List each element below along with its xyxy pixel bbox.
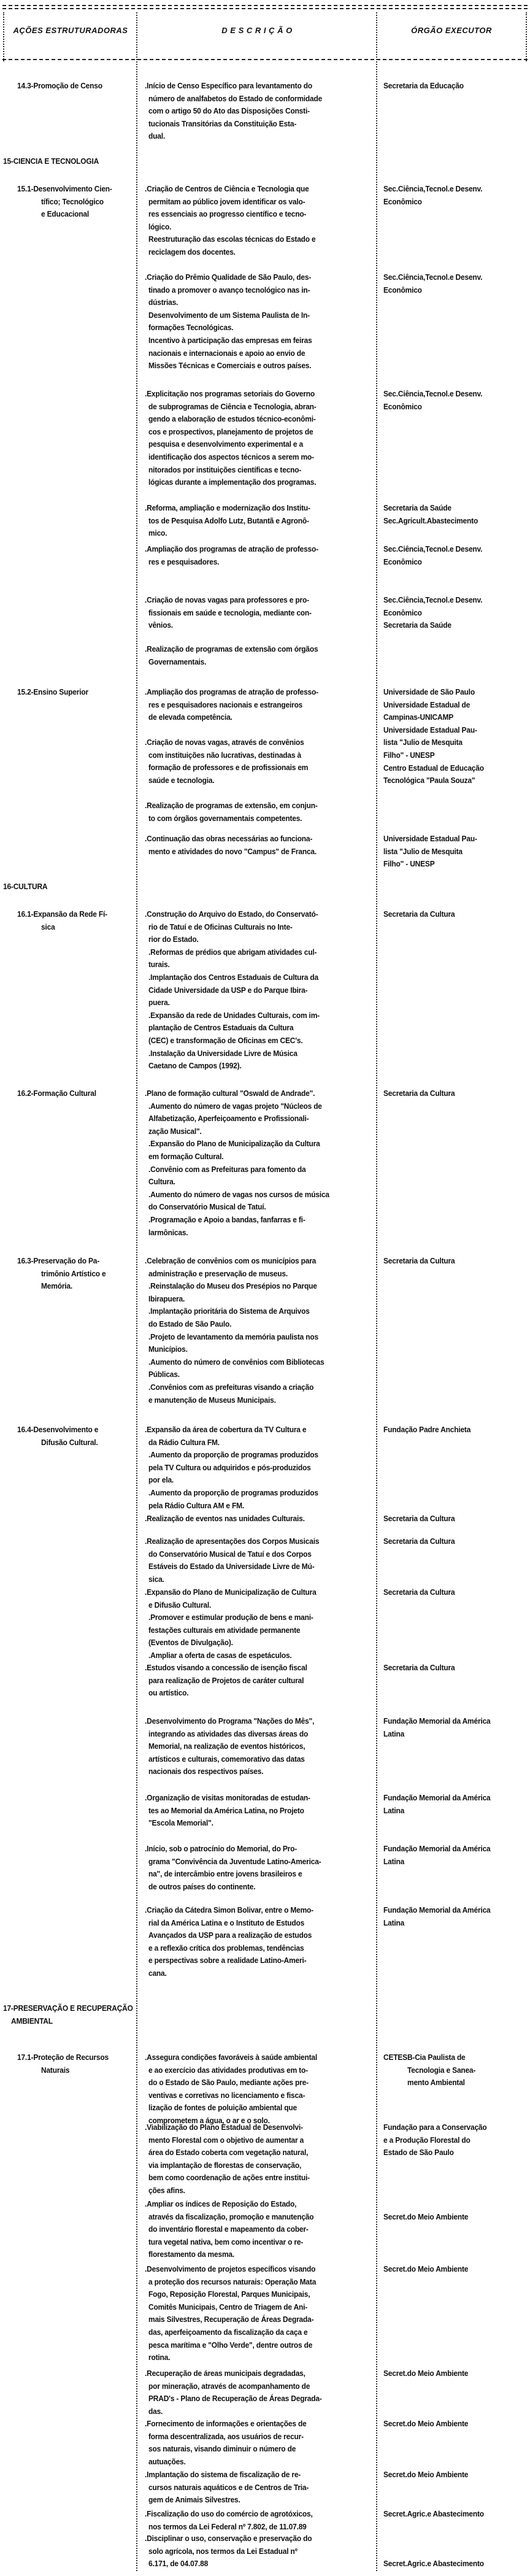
header-right-border — [526, 12, 527, 61]
description-line: .Explicitação nos programas setoriais do Governo — [145, 389, 315, 398]
column-header-actions: AÇÕES ESTRUTURADORAS — [13, 26, 128, 35]
description-line: na", de intercâmbio entre jovens brasileiros e — [148, 1869, 302, 1879]
description-line: cursos naturais aquáticos e de Centros de Tria- — [148, 2482, 309, 2492]
description-line: Missões Técnicas e Comerciais e outros países. — [148, 361, 312, 371]
executor-line: lista "Julio de Mesquita — [383, 738, 463, 747]
description-line: em formação Cultural. — [148, 1152, 224, 1161]
description-line: sos naturais, visando diminuir o número de — [148, 2444, 296, 2454]
executor-line: Sec.Ciência,Tecnol.e Desenv. — [383, 389, 483, 398]
description-line: por ela. — [148, 1475, 174, 1485]
description-line: tucionais Transitórias da Constituição Esta- — [148, 118, 297, 128]
description-line: nitorados por instituições científicas e tecno- — [148, 465, 302, 474]
description-line: .Organização de visitas monitoradas de estudan- — [145, 1793, 310, 1802]
description-line: Desenvolvimento de um Sistema Paulista de In- — [148, 310, 310, 320]
description-line: cana. — [148, 1969, 167, 1978]
executor-line: Sec.Ciência,Tecnol.e Desenv. — [383, 544, 483, 553]
description-line: .Aumento do número de vagas nos cursos de música — [148, 1189, 329, 1199]
description-line: .Projeto de levantamento da memória paulista nos — [148, 1332, 318, 1341]
description-line: mento Florestal com o objetivo de aumentar a — [148, 2135, 304, 2145]
description-line: res essenciais ao progresso científico e tecno- — [148, 209, 307, 219]
description-line: (CEC) e transformação de Oficinas em CEC's. — [148, 1036, 303, 1045]
description-line: integrando as atividades das diversas áreas do — [148, 1729, 309, 1738]
description-line: ventivas e corretivas no licenciamento e fisca- — [148, 2090, 305, 2100]
description-line: administração e preservação de museus. — [148, 1268, 288, 1278]
description-line: dústrias. — [148, 298, 179, 307]
top-rule — [2, 5, 528, 6]
description-line: pesca marítima e "Olho Verde", dentre outros de — [148, 2340, 313, 2350]
executor-line: Fundação para a Conservação — [383, 2123, 487, 2132]
executor-line: Secret.Agric.e Abastecimento — [383, 2559, 484, 2569]
description-line: larmônicas. — [148, 1227, 188, 1237]
description-line: e perspectivas sobre a realidade Latino-Ameri- — [148, 1956, 307, 1965]
executor-line: Secret.do Meio Ambiente — [383, 2212, 469, 2221]
description-line: .Programação e Apoio a bandas, fanfarras e fi- — [148, 1215, 305, 1224]
description-line: Avançados da USP para a realização de estudos — [148, 1930, 312, 1940]
executor-line: Filho" - UNESP — [383, 750, 435, 760]
executor-line: Fundação Memorial da América — [383, 1716, 491, 1726]
description-line: gendo a elaboração de estudos técnico-econômi- — [148, 414, 316, 424]
description-line: rio de Tatuí e de Oficinas Culturais no Inte- — [148, 922, 293, 931]
description-line: .Promover e estimular produção de bens e mani- — [148, 1613, 313, 1622]
description-line: pela TV Cultura ou adquiridos e pós-produzidos — [148, 1462, 311, 1472]
executor-line: e a Produção Florestal do — [383, 2135, 470, 2145]
description-line: bem como coordenação de ações entre institui- — [148, 2173, 310, 2183]
description-line: e ao exercício das atividades produtivas em to- — [148, 2065, 308, 2075]
description-line: mico. — [148, 528, 167, 538]
description-line: to com órgãos governamentais competentes. — [148, 813, 302, 823]
description-line: com o artigo 50 do Ato das Disposições Consti- — [148, 106, 310, 116]
executor-line: Sec.Ciência,Tecnol.e Desenv. — [383, 272, 483, 282]
description-line: .Início, sob o patrocínio do Memorial, do Pro- — [145, 1844, 298, 1853]
description-line: cos e prospectivos, planejamento de projetos de — [148, 426, 313, 436]
executor-line: Econômico — [383, 401, 422, 411]
action-label: 15.1-Desenvolvimento Cien- — [17, 184, 112, 193]
description-line: 6.171, de 04.07.88 — [148, 2559, 209, 2569]
description-line: lógico. — [148, 222, 172, 231]
executor-line: Secretaria da Cultura — [383, 1663, 455, 1672]
description-line: tes ao Memorial da América Latina, no Projeto — [148, 1805, 304, 1815]
description-line: .Aumento da proporção de programas produzidos — [148, 1488, 318, 1497]
description-line: pesquisa e desenvolvimento experimental e a — [148, 439, 303, 449]
description-line: .Início de Censo Específico para levantamento do — [145, 81, 312, 90]
description-line: formações Tecnológicas. — [148, 323, 234, 333]
description-line: .Instalação da Universidade Livre de Música — [148, 1048, 298, 1058]
description-line: plantação de Centros Estaduais da Cultura — [148, 1023, 294, 1033]
description-line: de subprogramas de Ciência e Tecnologia, abran- — [148, 401, 317, 411]
executor-line: Secretaria da Cultura — [383, 1514, 455, 1523]
description-line: Caetano de Campos (1992). — [148, 1061, 242, 1071]
executor-line: Secret.do Meio Ambiente — [383, 2470, 469, 2479]
description-line: rotina. — [148, 2353, 171, 2362]
executor-line: Secretaria da Cultura — [383, 1587, 455, 1597]
description-line: .Expansão da área de cobertura da TV Cultura e — [145, 1425, 307, 1434]
description-line: lização de fontes de poluição ambiental que — [148, 2103, 297, 2113]
description-line: Alfabetização, Aperfeiçoamento e Profissionali- — [148, 1114, 309, 1124]
executor-line: Latina — [383, 1918, 405, 1927]
action-label: e Educacional — [41, 209, 90, 219]
action-label: tífico; Tecnológico — [41, 196, 104, 206]
executor-line: Filho" - UNESP — [383, 859, 435, 869]
description-line: turais. — [148, 960, 170, 970]
description-line: mais Silvestres, Recuperação de Áreas Degrada- — [148, 2315, 314, 2324]
top-rule-double — [2, 8, 528, 9]
description-line: .Desenvolvimento do Programa "Nações do Mês", — [145, 1716, 315, 1726]
description-line: Incentivo à participação das empresas em feiras — [148, 336, 312, 345]
executor-line: Econômico — [383, 557, 422, 566]
description-line: .Realização de apresentações dos Corpos Musicais — [145, 1537, 320, 1546]
description-line: res e pesquisadores nacionais e estrangeiros — [148, 700, 303, 709]
description-line: .Expansão do Plano de Municipalização de Cultura — [145, 1587, 317, 1597]
action-label: Naturais — [41, 2065, 70, 2075]
column-header-description: D E S C R I Ç Ã O — [221, 26, 293, 35]
action-label: trimônio Artístico e — [41, 1268, 106, 1278]
description-line: .Criação do Prêmio Qualidade de São Paulo, des- — [145, 272, 312, 282]
description-line: .Realização de programas de extensão, em conjun- — [145, 801, 318, 810]
description-line: solo agrícola, nos termos da Lei Estadual nº — [148, 2546, 298, 2556]
description-line: ou artístico. — [148, 1688, 189, 1698]
description-line: da Rádio Cultura FM. — [148, 1437, 220, 1447]
action-label: Memória. — [41, 1281, 73, 1291]
description-line: número de analfabetos do Estado de conformidade — [148, 93, 323, 103]
description-line: .Ampliação dos programas de atração de professo- — [145, 687, 318, 696]
description-line: .Ampliar a oferta de casas de espetáculos. — [148, 1651, 292, 1660]
description-line: .Realização de programas de extensão com órgãos — [145, 644, 318, 654]
description-line: nos termos da Lei Federal nº 7.802, de 11.07.89 — [148, 2521, 307, 2531]
executor-line: Centro Estadual de Educação — [383, 763, 484, 773]
executor-line: Estado de São Paulo — [383, 2148, 454, 2158]
column-divider-right — [376, 12, 377, 2571]
description-line: Governamentais. — [148, 657, 207, 666]
executor-line: Universidade Estadual de — [383, 700, 470, 709]
description-line: .Expansão do Plano de Municipalização da Cultura — [148, 1139, 320, 1149]
executor-line: Secret.do Meio Ambiente — [383, 2419, 469, 2428]
action-label: 16.1-Expansão da Rede Fí- — [17, 909, 107, 919]
description-line: através da fiscalização, promoção e manutenção — [148, 2212, 314, 2221]
description-line: .Ampliar os índices de Reposição do Estado, — [145, 2199, 297, 2208]
header-bottom-rule — [2, 59, 528, 60]
description-line: .Ampliação dos programas de atração de professo- — [145, 544, 318, 553]
action-label: 15.2-Ensino Superior — [17, 687, 88, 696]
description-line: .Reforma, ampliação e modernização dos Institu- — [145, 503, 310, 512]
description-line: das, aperfeiçoamento da fiscalização da caça e — [148, 2327, 308, 2337]
executor-line: Secretaria da Cultura — [383, 1256, 455, 1265]
executor-line: Latina — [383, 1856, 405, 1866]
executor-line: Secretaria da Cultura — [383, 909, 455, 919]
description-line: nacionais e internacionais e apoio ao envio de — [148, 348, 305, 358]
description-line: .Convênios com as prefeituras visando a criação — [148, 1382, 314, 1392]
executor-line: Fundação Memorial da América — [383, 1905, 491, 1915]
description-line: Cultura. — [148, 1177, 175, 1187]
description-line: .Desenvolvimento de projetos específicos visando — [145, 2264, 316, 2273]
description-line: para realização de Projetos de caráter cultural — [148, 1675, 304, 1685]
description-line: lógicas durante a implementação dos programas. — [148, 477, 317, 487]
description-line: dual. — [148, 131, 165, 141]
action-label: Difusão Cultural. — [41, 1437, 98, 1447]
description-line: .Disciplinar o uso, conservação e preservação do — [145, 2534, 312, 2543]
action-label: 16.4-Desenvolvimento e — [17, 1425, 99, 1434]
description-line: .Criação de novas vagas, através de convênios — [145, 738, 304, 747]
executor-line: Secretaria da Cultura — [383, 1537, 455, 1546]
description-line: .Fornecimento de informações e orientações de — [145, 2419, 307, 2428]
description-line: .Criação de Centros de Ciência e Tecnologia que — [145, 184, 309, 193]
executor-line: Secretaria da Saúde — [383, 503, 451, 512]
action-label: 14.3-Promoção de Censo — [17, 81, 102, 90]
description-line: gem de Animais Silvestres. — [148, 2495, 240, 2505]
description-line: rial da América Latina e o Instituto de Estudos — [148, 1918, 305, 1927]
description-line: rior do Estado. — [148, 935, 199, 944]
description-line: de elevada competência. — [148, 712, 232, 722]
section-title: 15-CIENCIA E TECNOLOGIA — [3, 156, 99, 166]
description-line: .Plano de formação cultural "Oswald de Andrade". — [145, 1089, 315, 1098]
executor-line: Fundação Memorial da América — [383, 1793, 491, 1802]
description-line: do Conservatório Musical de Tatuí e dos Corpos — [148, 1549, 312, 1559]
description-line: (Eventos de Divulgação). — [148, 1638, 233, 1648]
description-line: tos de Pesquisa Adolfo Lutz, Butantã e Agronô- — [148, 515, 309, 525]
executor-line: Sec.Ciência,Tecnol.e Desenv. — [383, 184, 483, 193]
description-line: res e pesquisadores. — [148, 557, 220, 566]
description-line: forma descentralizada, aos usuários de recur- — [148, 2431, 304, 2441]
executor-line: mento Ambiental — [407, 2078, 465, 2088]
action-label: 17.1-Proteção de Recursos — [17, 2053, 109, 2062]
description-line: das. — [148, 2406, 163, 2416]
description-line: reciclagem dos docentes. — [148, 247, 236, 256]
description-line: puera. — [148, 998, 170, 1008]
column-header-executor: ÓRGÃO EXECUTOR — [411, 26, 492, 35]
executor-line: Econômico — [383, 196, 422, 206]
executor-line: Tecnológica "Paula Souza" — [383, 776, 475, 785]
description-line: comprometem a água, o ar e o solo. — [148, 2116, 270, 2125]
description-line: Fogo, Reposição Florestal, Parques Municipais, — [148, 2289, 310, 2299]
executor-line: Latina — [383, 1805, 405, 1815]
executor-line: Secretaria da Saúde — [383, 620, 451, 630]
description-line: .Realização de eventos nas unidades Culturais. — [145, 1514, 305, 1523]
description-line: de outros países do continente. — [148, 1881, 256, 1891]
description-line: saúde e tecnologia. — [148, 775, 215, 785]
executor-line: Sec.Ciência,Tecnol.e Desenv. — [383, 595, 483, 604]
description-line: nacionais dos respectivos países. — [148, 1767, 264, 1776]
description-line: .Continuação das obras necessárias ao funciona- — [145, 834, 313, 843]
description-line: com instituições não lucrativas, destinadas à — [148, 750, 301, 760]
description-line: .Convênio com as Prefeituras para fomento da — [148, 1164, 306, 1174]
executor-line: Campinas-UNICAMP — [383, 712, 454, 722]
description-line: fissionais em saúde e tecnologia, mediante con- — [148, 607, 312, 617]
header-left-border — [3, 12, 4, 61]
description-line: identificação dos aspectos técnicos a serem mo- — [148, 452, 314, 461]
action-label: 16.3-Preservação do Pa- — [17, 1256, 100, 1265]
executor-line: Secret.Agric.e Abastecimento — [383, 2509, 484, 2518]
description-line: do Conservatório Musical de Tatuí. — [148, 1202, 266, 1212]
description-line: .Reinstalação do Museu dos Presépios no Parque — [148, 1281, 317, 1291]
description-line: e Difusão Cultural. — [148, 1600, 212, 1610]
executor-line: Universidade de São Paulo — [383, 687, 475, 696]
executor-line: Secretaria da Cultura — [383, 1089, 455, 1098]
description-line: festações culturais em atividade permanente — [148, 1625, 301, 1635]
description-line: permitam ao público jovem identificar os valo- — [148, 196, 305, 206]
description-line: tinado a promover o avanço tecnológico nas in- — [148, 285, 310, 295]
description-line: via implantação de florestas de conservação, — [148, 2160, 302, 2170]
description-line: por mineração, através de acompanhamento de — [148, 2381, 310, 2391]
description-line: .Criação de novas vagas para professores e pro- — [145, 595, 309, 604]
description-line: Cidade Universidade da USP e do Parque Ibira- — [148, 985, 308, 995]
description-line: do Estado de São Paulo. — [148, 1319, 232, 1328]
description-line: .Fiscalização do uso do comércio de agrotóxicos, — [145, 2509, 313, 2518]
description-line: .Aumento do número de vagas projeto "Núcleos de — [148, 1101, 322, 1111]
section-title: AMBIENTAL — [11, 2016, 53, 2026]
column-divider-left — [136, 12, 137, 2571]
executor-line: Universidade Estadual Pau- — [383, 834, 477, 843]
description-line: grama "Convivência da Juventude Latino-America- — [148, 1856, 321, 1866]
executor-line: lista "Julio de Mesquita — [383, 846, 463, 856]
executor-line: Fundação Memorial da América — [383, 1844, 491, 1853]
description-line: Municípios. — [148, 1344, 188, 1354]
description-line: PRAD's - Plano de Recuperação de Áreas Degrada- — [148, 2394, 322, 2404]
description-line: .Reformas de prédios que abrigam atividades cul- — [148, 947, 317, 957]
description-line: área do Estado coberta com vegetação natural, — [148, 2148, 309, 2158]
section-title: 16-CULTURA — [3, 882, 48, 891]
description-line: pela Rádio Cultura AM e FM. — [148, 1500, 245, 1510]
executor-line: Econômico — [383, 607, 422, 617]
description-line: .Aumento do número de convênios com Bibliotecas — [148, 1357, 325, 1367]
description-line: Memorial, na realização de eventos históricos, — [148, 1741, 305, 1751]
executor-line: Tecnologia e Sanea- — [407, 2065, 476, 2075]
description-line: .Implantação dos Centros Estaduais de Cultura da — [148, 973, 318, 982]
description-line: autuações. — [148, 2456, 186, 2466]
description-line: .Criação da Cátedra Simon Bolivar, entre o Memo- — [145, 1905, 313, 1915]
description-line: florestamento da mesma. — [148, 2250, 235, 2259]
action-label: sica — [41, 922, 55, 931]
description-line: zação Musical". — [148, 1126, 202, 1136]
description-line: .Aumento da proporção de programas produzidos — [148, 1450, 318, 1460]
description-line: e a reflexão crítica dos problemas, tendências — [148, 1943, 304, 1953]
executor-line: Econômico — [383, 285, 422, 295]
executor-line: Universidade Estadual Pau- — [383, 725, 477, 735]
description-line: ções afins. — [148, 2186, 185, 2195]
executor-line: Sec.Agricult.Abastecimento — [383, 515, 478, 525]
description-line: artísticos e culturais, comemorativo das datas — [148, 1754, 305, 1764]
description-line: Estáveis do Estado da Universidade Livre de Mú- — [148, 1562, 315, 1571]
description-line: do inventário florestal e mapeamento da cober- — [148, 2224, 309, 2234]
description-line: sica. — [148, 1574, 164, 1584]
description-line: .Celebração de convênios com os municípios para — [145, 1256, 317, 1265]
executor-line: Secret.do Meio Ambiente — [383, 2369, 469, 2378]
description-line: .Implantação do sistema de fiscalização de re- — [145, 2470, 301, 2479]
description-line: .Viabilização do Plano Estadual de Desenvolvi- — [145, 2123, 303, 2132]
description-line: e manutenção de Museus Municipais. — [148, 1395, 276, 1405]
description-line: .Construção do Arquivo do Estado, do Conservató- — [145, 909, 318, 919]
description-line: .Recuperação de áreas municipais degradadas, — [145, 2369, 305, 2378]
executor-line: Fundação Padre Anchieta — [383, 1425, 471, 1434]
description-line: .Implantação prioritária do Sistema de Arquivos — [148, 1306, 310, 1316]
description-line: .Estudos visando a concessão de isenção fiscal — [145, 1663, 307, 1672]
description-line: Ibirapuera. — [148, 1294, 185, 1303]
description-line: "Escola Memorial". — [148, 1818, 213, 1828]
description-line: vênios. — [148, 620, 173, 630]
executor-line: CETESB-Cia Paulista de — [383, 2053, 466, 2062]
section-title: 17-PRESERVAÇÃO E RECUPERAÇÃO — [3, 2003, 133, 2013]
executor-line: Latina — [383, 1729, 405, 1738]
description-line: formação de professores e de profissionais em — [148, 763, 309, 773]
description-line: .Expansão da rede de Unidades Culturais, com im- — [148, 1010, 320, 1020]
executor-line: Secret.do Meio Ambiente — [383, 2264, 469, 2273]
description-line: mento e atividades do novo "Campus" de Franca. — [148, 846, 317, 856]
action-label: 16.2-Formação Cultural — [17, 1089, 96, 1098]
description-line: Comitês Municipais, Centro de Triagem de Ani- — [148, 2302, 308, 2312]
description-line: do o Estado de São Paulo, mediante ações pre- — [148, 2078, 309, 2088]
description-line: tura vegetal nativa, bem como incentivar o re- — [148, 2237, 304, 2246]
executor-line: Secretaria da Educação — [383, 81, 464, 90]
description-line: Reestruturação das escolas técnicas do Estado e — [148, 234, 316, 244]
description-line: .Assegura condições favoráveis à saúde ambiental — [145, 2053, 317, 2062]
description-line: a proteção dos recursos naturais: Operação Mata — [148, 2277, 317, 2286]
description-line: Públicas. — [148, 1370, 180, 1379]
